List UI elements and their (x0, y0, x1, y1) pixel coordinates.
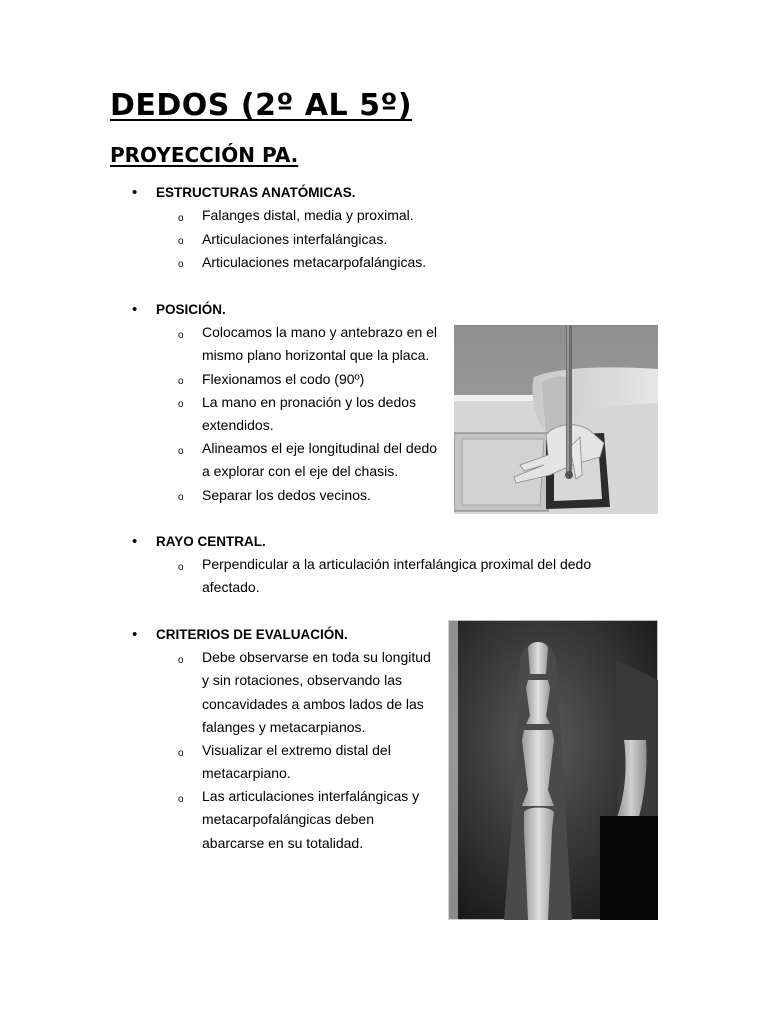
section-heading: RAYO CENTRAL. (156, 534, 266, 549)
section-heading: CRITERIOS DE EVALUACIÓN. (156, 627, 348, 642)
sub-bullet-icon: o (178, 748, 184, 759)
section-heading: ESTRUCTURAS ANATÓMICAS. (156, 185, 356, 200)
list-item: Perpendicular a la articulación interfalángica proximal del dedo afectado. (202, 556, 592, 596)
list-item: La mano en pronación y los dedos extendidos. (202, 394, 417, 434)
sub-bullet-icon: o (178, 562, 184, 573)
section-heading: POSICIÓN. (156, 302, 226, 317)
list-item: Separar los dedos vecinos. (202, 487, 371, 503)
hand-positioning-photo (454, 325, 658, 514)
bullet-icon: • (132, 184, 138, 201)
projection-subtitle: PROYECCIÓN PA. (110, 143, 299, 167)
list-item: Flexionamos el codo (90º) (202, 371, 365, 387)
sub-bullet-icon: o (178, 236, 184, 247)
list-item: Las articulaciones interfalángicas y metacarpofalángicas deben abarcarse en su totalidad. (202, 788, 420, 851)
sub-bullet-icon: o (178, 446, 184, 457)
sub-bullet-icon: o (178, 330, 184, 341)
finger-xray-image (448, 620, 658, 920)
sub-bullet-icon: o (178, 492, 184, 503)
sub-bullet-icon: o (178, 213, 184, 224)
bullet-icon: • (132, 626, 138, 643)
sub-bullet-icon: o (178, 259, 184, 270)
sub-bullet-icon: o (178, 376, 184, 387)
list-item: Articulaciones metacarpofalángicas. (202, 254, 427, 270)
sub-bullet-icon: o (178, 655, 184, 666)
bullet-icon: • (132, 533, 138, 550)
page-title: DEDOS (2º AL 5º) (110, 88, 413, 123)
list-item: Articulaciones interfalángicas. (202, 231, 388, 247)
sub-bullet-icon: o (178, 399, 184, 410)
list-item: Falanges distal, media y proximal. (202, 207, 414, 223)
list-item: Debe observarse en toda su longitud y sin rotaciones, observando las concavidades a ambos lados de las falanges y metacarpianos. (202, 649, 431, 735)
list-item: Visualizar el extremo distal del metacarpiano. (202, 742, 391, 782)
list-item: Alineamos el eje longitudinal del dedo a explorar con el eje del chasis. (202, 440, 438, 480)
sub-bullet-icon: o (178, 794, 184, 805)
bullet-icon: • (132, 301, 138, 318)
list-item: Colocamos la mano y antebrazo en el mismo plano horizontal que la placa. (202, 324, 438, 364)
